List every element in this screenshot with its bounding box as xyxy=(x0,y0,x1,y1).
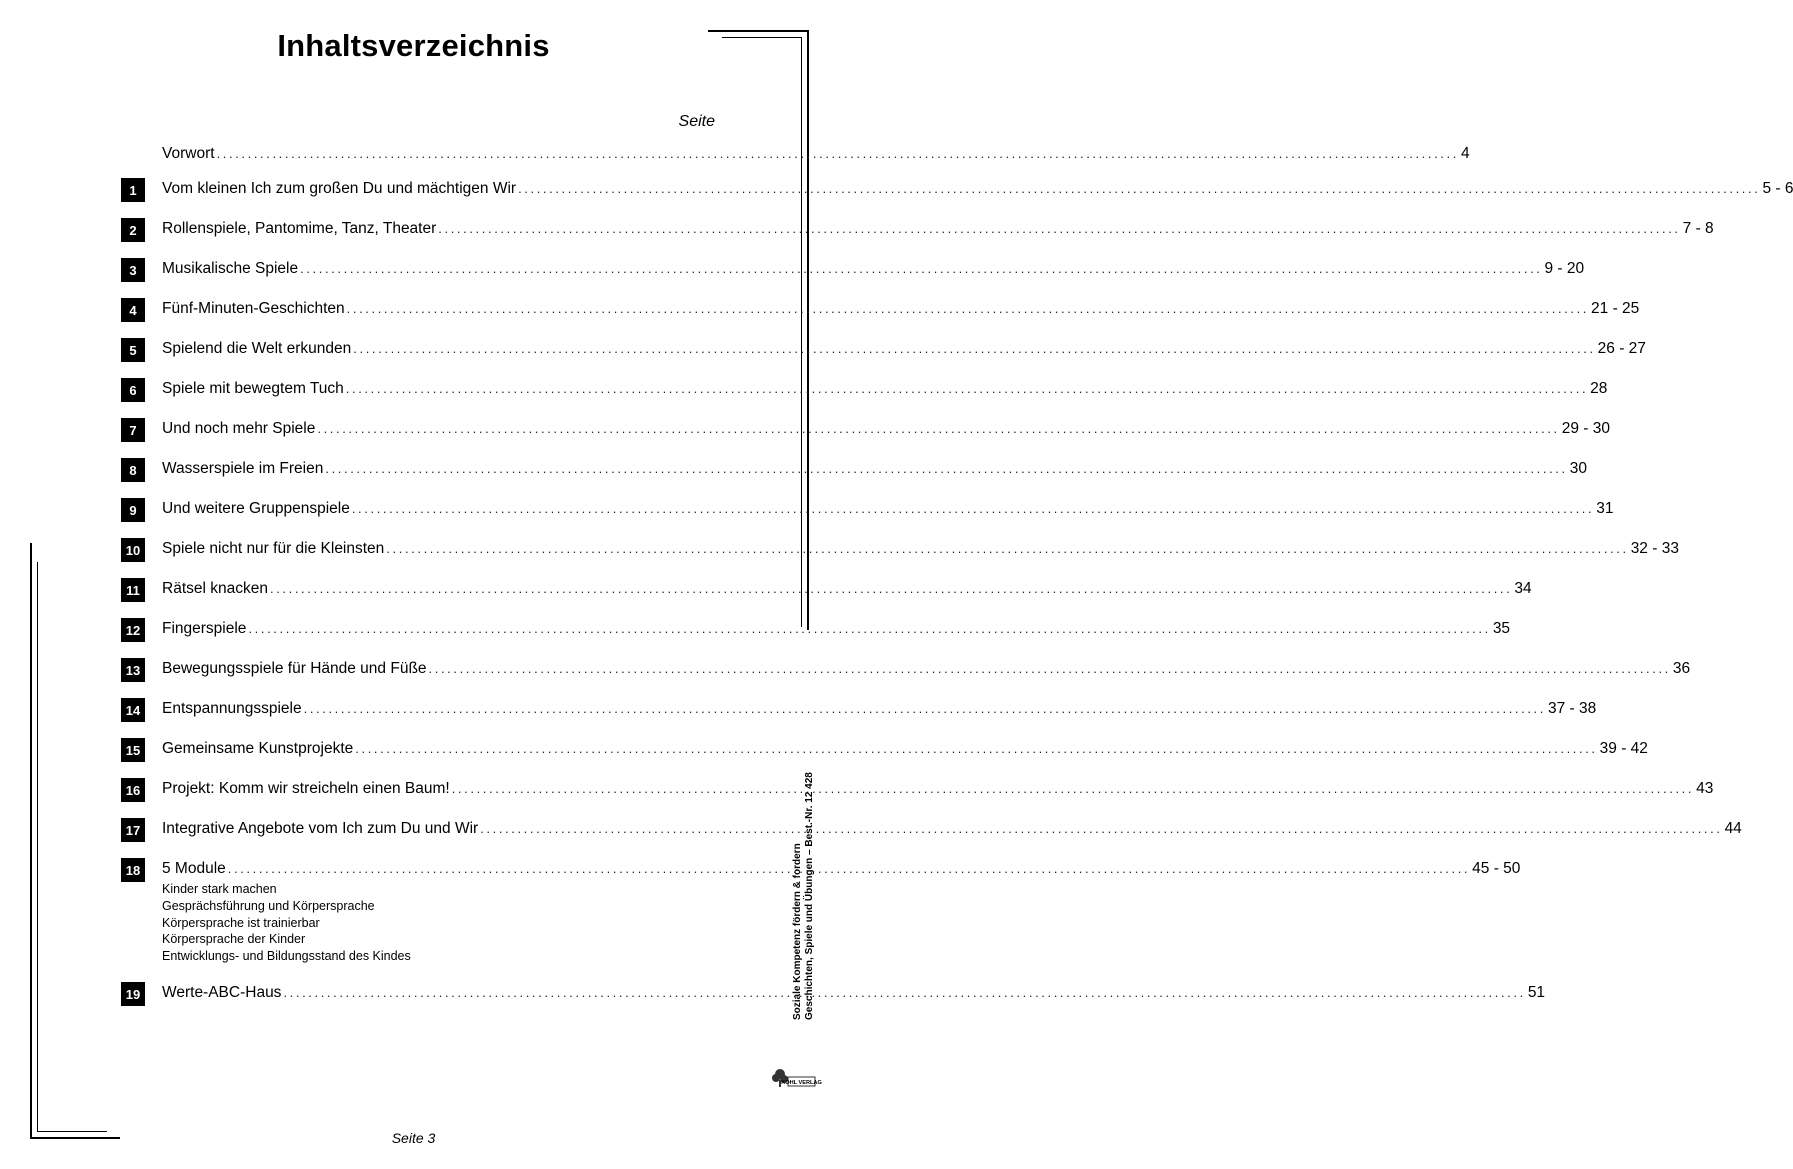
chapter-title: Spiele nicht nur für die Kleinsten xyxy=(162,540,385,557)
page-footer: Seite 3 xyxy=(391,1130,436,1146)
leader-dots: ........................................................................................................................................................................................................ xyxy=(451,781,1695,796)
chapter-number-badge: 12 xyxy=(121,618,145,642)
page-number: 32 - 33 xyxy=(1630,540,1679,557)
leader-dots: ........................................................................................................................................................................................................ xyxy=(303,701,1546,716)
toc-entry xyxy=(121,658,1691,682)
chapter-number-badge: 15 xyxy=(121,738,145,762)
page-number: 4 xyxy=(1460,145,1470,162)
page-number: 30 xyxy=(1569,460,1587,477)
chapter-title: Integrative Angebote vom Ich zum Du und Wir xyxy=(162,820,479,837)
page-number: 44 xyxy=(1724,820,1742,837)
toc-entry xyxy=(121,738,1648,762)
toc-entry xyxy=(121,778,1714,802)
page-number: 45 - 50 xyxy=(1472,860,1521,877)
chapter-number-badge: 3 xyxy=(121,258,145,282)
toc-entry xyxy=(121,498,1614,522)
chapter-number-badge: 18 xyxy=(121,858,145,882)
page-number: 26 - 27 xyxy=(1597,340,1646,357)
chapter-number-badge: 11 xyxy=(121,578,145,602)
toc-line xyxy=(162,660,1691,678)
leader-dots: ........................................................................................................................................................................................................ xyxy=(428,661,1671,676)
leader-dots: ........................................................................................................................................................................................................ xyxy=(227,861,1471,876)
chapter-title: Werte-ABC-Haus xyxy=(162,984,282,1001)
chapter-title: Wasserspiele im Freien xyxy=(162,460,324,477)
page-number: 51 xyxy=(1527,984,1546,1001)
page-number: 31 xyxy=(1596,500,1614,517)
toc-line xyxy=(162,860,1521,878)
chapter-title: Und noch mehr Spiele xyxy=(162,420,316,437)
toc-line xyxy=(162,820,1742,838)
leader-dots: ........................................................................................................................................................................................................ xyxy=(346,301,1590,316)
page-number: 37 - 38 xyxy=(1547,700,1597,717)
chapter-title: Projekt: Komm wir streicheln einen Baum! xyxy=(162,780,450,797)
publisher-logo xyxy=(770,1062,822,1088)
chapter-title: Entspannungsspiele xyxy=(162,700,302,717)
leader-dots: ........................................................................................................................................................................................................ xyxy=(325,461,1568,476)
page-number: 35 xyxy=(1492,620,1511,637)
toc-entry xyxy=(121,258,1585,282)
chapter-title: Und weitere Gruppenspiele xyxy=(162,500,350,517)
chapter-number-badge: 14 xyxy=(121,698,145,722)
chapter-number-badge: 10 xyxy=(121,538,145,562)
module-item: Kinder stark machen xyxy=(162,882,277,896)
leader-dots: ........................................................................................................................................................................................................ xyxy=(317,421,1560,436)
toc-line xyxy=(162,145,1470,163)
toc-line xyxy=(162,580,1532,598)
toc-line xyxy=(162,260,1585,278)
chapter-number-badge: 16 xyxy=(121,778,145,802)
chapter-number-badge: 2 xyxy=(121,218,145,242)
frame-left-line-inner xyxy=(37,562,38,1132)
side-text-line-2: Geschichten, Spiele und Übungen – Best.-Nr. 12 428 xyxy=(804,772,815,1020)
toc-entry xyxy=(121,458,1587,482)
toc-line xyxy=(162,460,1587,478)
toc-entry xyxy=(121,858,1521,882)
leader-dots: ........................................................................................................................................................................................................ xyxy=(355,741,1598,756)
frame-right-line-inner xyxy=(801,37,802,627)
toc-entry xyxy=(121,982,1546,1006)
leader-dots: ........................................................................................................................................................................................................ xyxy=(300,261,1543,276)
toc-entry xyxy=(121,538,1679,562)
toc-line xyxy=(162,300,1640,318)
chapter-title: Vom kleinen Ich zum großen Du und mächtigen Wir xyxy=(162,180,517,197)
chapter-title: 5 Module xyxy=(162,860,226,877)
toc-entry xyxy=(121,578,1532,602)
side-text-line-1: Soziale Kompetenz fördern & fordern xyxy=(792,843,803,1020)
frame-left-line xyxy=(30,543,32,1139)
chapter-number-badge: 5 xyxy=(121,338,145,362)
chapter-title: Bewegungsspiele für Hände und Füße xyxy=(162,660,427,677)
toc-entry xyxy=(121,218,1714,242)
chapter-number-badge: 1 xyxy=(121,178,145,202)
toc-line xyxy=(162,500,1614,518)
toc-line xyxy=(162,220,1714,238)
leader-dots: ........................................................................................................................................................................................................ xyxy=(438,221,1681,236)
toc-line xyxy=(162,540,1679,558)
chapter-number-badge: 7 xyxy=(121,418,145,442)
page-number: 21 - 25 xyxy=(1591,300,1640,317)
chapter-number-badge: 17 xyxy=(121,818,145,842)
module-list xyxy=(162,881,411,965)
toc-entry xyxy=(121,178,1793,202)
page-number: 34 xyxy=(1514,580,1532,597)
module-item: Körpersprache ist trainierbar xyxy=(162,915,320,930)
side-publisher-text xyxy=(792,760,816,1020)
module-item: Gesprächsführung und Körpersprache xyxy=(162,898,375,913)
toc-entry xyxy=(121,418,1611,442)
toc-line xyxy=(162,420,1611,438)
chapter-title: Rätsel knacken xyxy=(162,580,268,597)
leader-dots: ........................................................................................................................................................................................................ xyxy=(216,146,1459,161)
chapter-title: Fünf-Minuten-Geschichten xyxy=(162,300,345,317)
toc-entry xyxy=(121,618,1511,642)
page-number: 39 - 42 xyxy=(1599,740,1648,757)
toc-entry xyxy=(121,378,1608,402)
toc-line xyxy=(162,380,1608,398)
module-item: Körpersprache der Kinder xyxy=(162,932,306,947)
leader-dots: ........................................................................................................................................................................................................ xyxy=(345,381,1589,396)
chapter-title: Rollenspiele, Pantomime, Tanz, Theater xyxy=(162,220,437,237)
toc-line xyxy=(162,180,1793,198)
chapter-number-badge: 19 xyxy=(121,982,145,1006)
toc-line xyxy=(162,984,1546,1002)
chapter-title: Spielend die Welt erkunden xyxy=(162,340,352,357)
chapter-number-badge: 9 xyxy=(121,498,145,522)
page-number: 29 - 30 xyxy=(1561,420,1611,437)
page-number: 5 - 6 xyxy=(1762,180,1793,197)
frame-right-line xyxy=(807,30,809,630)
chapter-title: Fingerspiele xyxy=(162,620,247,637)
leader-dots: ........................................................................................................................................................................................................ xyxy=(248,621,1491,636)
toc-line xyxy=(162,700,1597,718)
chapter-title: Gemeinsame Kunstprojekte xyxy=(162,740,354,757)
chapter-title: Musikalische Spiele xyxy=(162,260,299,277)
page-number: 36 xyxy=(1672,660,1691,677)
toc-entry xyxy=(121,338,1646,362)
page-number: 28 xyxy=(1590,380,1608,397)
module-item: Entwicklungs- und Bildungsstand des Kindes xyxy=(162,949,411,964)
leader-dots: ........................................................................................................................................................................................................ xyxy=(353,341,1596,356)
leader-dots: ........................................................................................................................................................................................................ xyxy=(351,501,1595,516)
page-title: Inhaltsverzeichnis xyxy=(277,28,550,63)
chapter-title: Spiele mit bewegtem Tuch xyxy=(162,380,344,397)
page-number: 43 xyxy=(1696,780,1714,797)
toc-entry xyxy=(121,818,1742,842)
page-number: 7 - 8 xyxy=(1682,220,1714,237)
toc-entry xyxy=(121,143,1470,167)
leader-dots: ........................................................................................................................................................................................................ xyxy=(480,821,1723,836)
leader-dots: ........................................................................................................................................................................................................ xyxy=(386,541,1629,556)
leader-dots: ........................................................................................................................................................................................................ xyxy=(518,181,1761,196)
toc-line xyxy=(162,340,1646,358)
page-number: 9 - 20 xyxy=(1544,260,1585,277)
chapter-number-badge: 13 xyxy=(121,658,145,682)
chapter-number-badge: 8 xyxy=(121,458,145,482)
toc-line xyxy=(162,620,1511,638)
toc-entry xyxy=(121,298,1640,322)
toc-line xyxy=(162,740,1648,758)
toc-line xyxy=(162,780,1714,798)
leader-dots: ........................................................................................................................................................................................................ xyxy=(269,581,1513,596)
chapter-number-badge: 6 xyxy=(121,378,145,402)
publisher-name: KOHL VERLAG xyxy=(781,1080,822,1086)
leader-dots: ........................................................................................................................................................................................................ xyxy=(283,985,1526,1000)
chapter-number-badge: 4 xyxy=(121,298,145,322)
chapter-title: Vorwort xyxy=(162,145,215,162)
toc-entry xyxy=(121,698,1597,722)
page-column-header: Seite xyxy=(678,113,715,130)
